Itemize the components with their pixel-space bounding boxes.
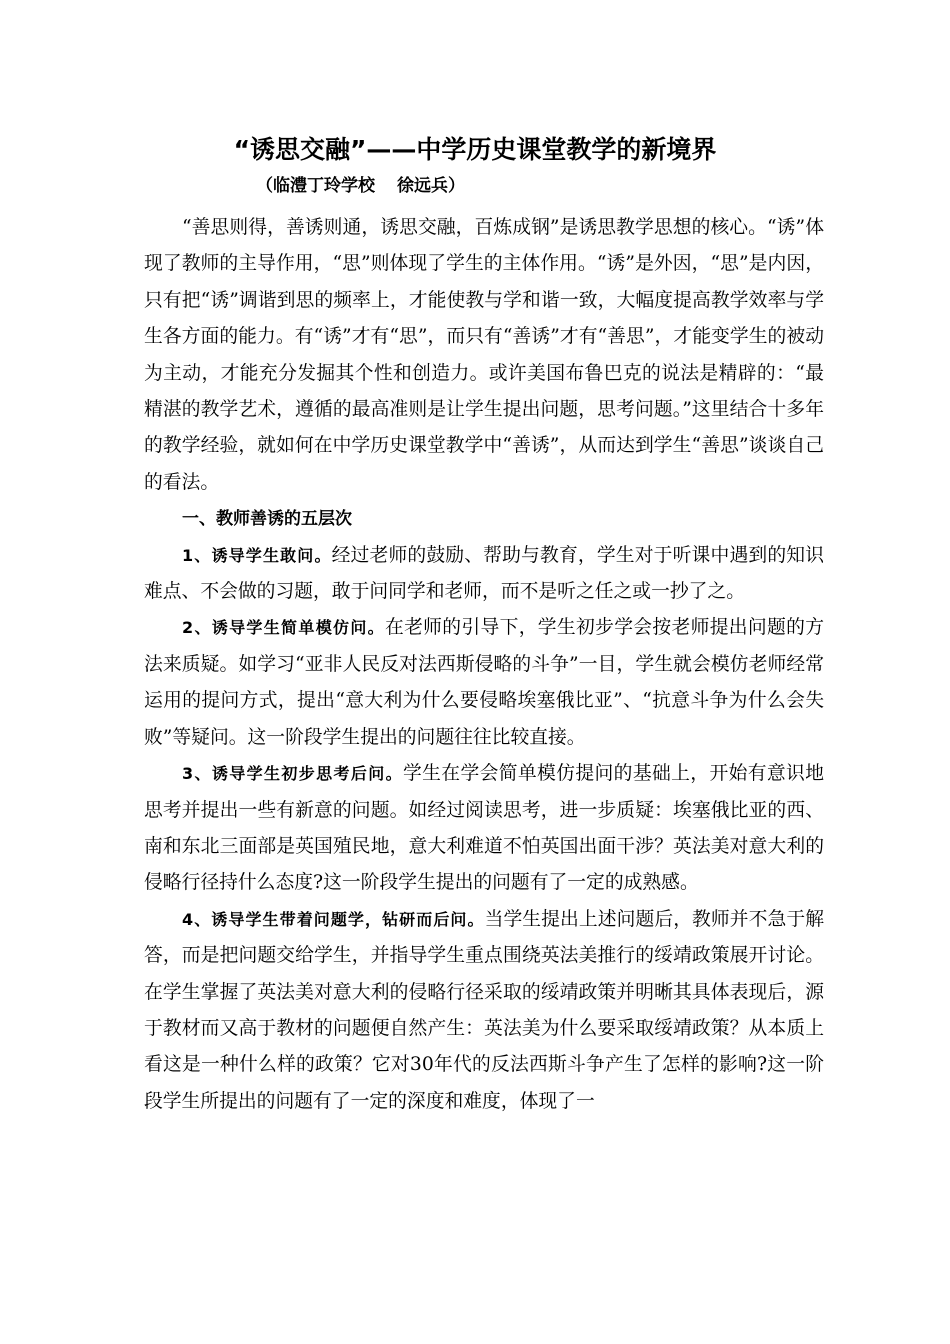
author-byline xyxy=(256,174,465,198)
section-heading-1: 一、教师善诱的五层次 xyxy=(182,509,352,530)
item-label: 3、诱导学生初步思考后问。 xyxy=(182,764,403,784)
item-label: 1、诱导学生敢问。 xyxy=(182,545,332,565)
intro-paragraph: “善思则得，善诱则通，诱思交融，百炼成钢”是诱思教学思想的核心。“诱”体现了教师的主导作用，“思”则体现了学生的主体作用。“诱”是外因，“思”是内因，只有把“诱”调谐到思的频率上，才能使教与学和谐一致，大幅度提高教学效率与学生各方面的能力。有“诱”才有“思”，而只有“善诱”才有“善思”，才能变学生的被动为主动，才能充分发掘其个性和创造力。或许美国布鲁巴克的说法是精辟的：“最精湛的教学艺术，遵循的最高准则是让学生提出问题，思考问题。”这里结合十多年的教学经验，就如何在中学历史课堂教学中“善诱”，从而达到学生“善思”谈谈自己的看法。 xyxy=(144,217,824,493)
item-text: 当学生提出上述问题后，教师并不急于解答，而是把问题交给学生，并指导学生重点围绕英法美推行的绥靖政策展开讨论。在学生掌握了英法美对意大利的侵略行径采取的绥靖政策并明晰其具体表现后，源于教材而又高于教材的问题便自然产生：英法美为什么要采取绥靖政策？从本质上看这是一种什么样的政策？它对30年代的反法西斯斗争产生了怎样的影响?这一阶段学生所提出的问题有了一定的深度和难度，体现了一 xyxy=(144,908,824,1112)
list-item xyxy=(144,902,824,1120)
list-item xyxy=(144,756,824,902)
byline-author: 徐远兵） xyxy=(397,176,465,196)
item-text: 学生在学会简单模仿提问的基础上，开始有意识地思考并提出一些有新意的问题。如经过阅读思考，进一步质疑：埃塞俄比亚的西、南和东北三面部是英国殖民地，意大利难道不怕英国出面干涉？英法美对意大利的侵略行径持什么态度?这一阶段学生提出的问题有了一定的成熟感。 xyxy=(144,763,824,894)
list-item xyxy=(144,538,824,611)
item-text: 经过老师的鼓励、帮助与教育，学生对于听课中遇到的知识难点、不会做的习题，敢于问同学和老师，而不是听之任之或一抄了之。 xyxy=(144,544,824,603)
item-label: 2、诱导学生简单模仿问。 xyxy=(182,618,385,638)
item-label: 4、诱导学生带着问题学，钻研而后问。 xyxy=(182,909,485,929)
item-text: 在老师的引导下，学生初步学会按老师提出问题的方法来质疑。如学习“亚非人民反对法西斯侵略的斗争”一目，学生就会模仿老师经常运用的提问方式，提出“意大利为什么要侵略埃塞俄比亚”、“抗意斗争为什么会失败”等疑问。这一阶段学生提出的问题往往比较直接。 xyxy=(144,617,824,748)
document-body xyxy=(144,210,824,1120)
document-title: “诱思交融”——中学历史课堂教学的新境界 xyxy=(233,135,717,164)
byline-school: （临澧丁玲学校 xyxy=(256,176,375,196)
list-item xyxy=(144,610,824,756)
